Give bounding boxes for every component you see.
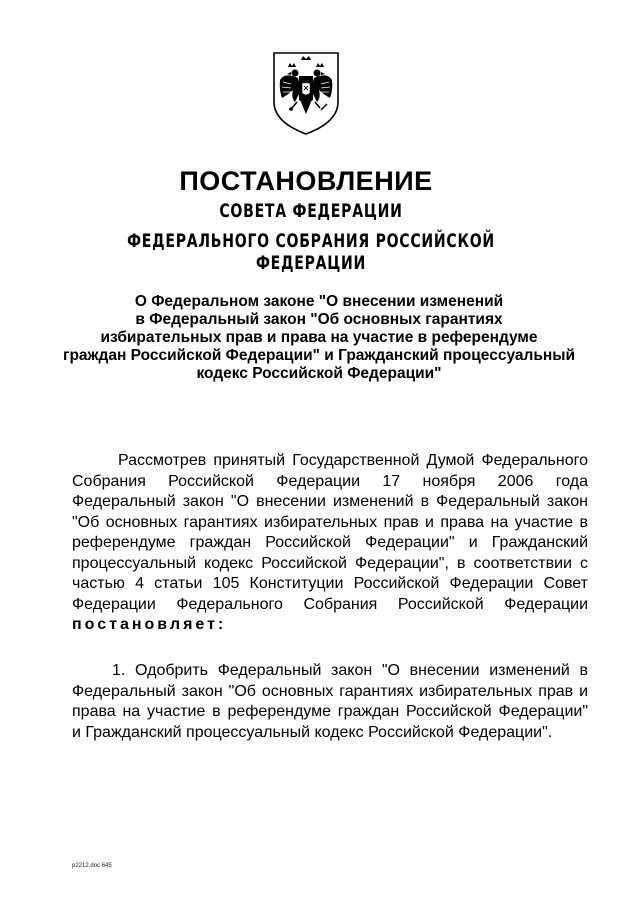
point-line: права на участие в референдуме граждан Российской Федерации" bbox=[72, 703, 588, 720]
subject-line: в Федеральный закон "Об основных гарантиях bbox=[135, 311, 503, 328]
preamble-line: процессуальный кодекс Российской Федерации", в соответствии с bbox=[72, 554, 588, 572]
point-1-paragraph bbox=[72, 661, 588, 743]
file-reference: p2212.doc 645 bbox=[72, 863, 112, 869]
subject-line: О Федеральном законе "О внесении изменений bbox=[134, 293, 504, 310]
preamble-line: частью 4 статьи 105 Конституции Российской Федерации Совет bbox=[72, 575, 588, 592]
issuer-line-1: СОВЕТА ФЕДЕРАЦИИ bbox=[219, 200, 403, 222]
double-headed-eagle-coat-of-arms-icon bbox=[271, 50, 341, 136]
preamble-line: Федерации Федерального Собрания Российской Федерации bbox=[72, 595, 588, 613]
preamble-line: референдуме граждан Российской Федерации" и Гражданский bbox=[72, 534, 588, 551]
point-line: и Гражданский процессуальный кодекс Российской Федерации". bbox=[72, 723, 553, 741]
preamble-line: Федеральный закон "О внесении изменений в Федеральный закон bbox=[72, 493, 588, 510]
subject-line: кодекс Российской Федерации" bbox=[196, 365, 442, 382]
point-line: Федеральный закон "Об основных гарантиях избирательных прав и bbox=[72, 682, 588, 700]
preamble-paragraph bbox=[72, 451, 588, 636]
point-line: 1. Одобрить Федеральный закон "О внесении изменений в bbox=[112, 662, 588, 679]
document-title: ПОСТАНОВЛЕНИЕ bbox=[179, 166, 433, 196]
preamble-line: Рассмотрев принятый Государственной Думой Федерального bbox=[118, 452, 588, 469]
preamble-line: "Об основных гарантиях избирательных прав и права на участие в bbox=[72, 513, 588, 531]
resolves-keyword: постановляет: bbox=[72, 616, 227, 633]
preamble-line: Собрания Российской Федерации 17 ноября 2006 года bbox=[72, 472, 588, 490]
document-subject bbox=[40, 293, 598, 383]
issuer-line-2: ФЕДЕРАЛЬНОГО СОБРАНИЯ РОССИЙСКОЙ ФЕДЕРАЦИИ bbox=[127, 230, 495, 274]
subject-line: граждан Российской Федерации" и Гражданский процессуальный bbox=[63, 347, 575, 364]
emblem bbox=[271, 50, 341, 136]
subject-line: избирательных прав и права на участие в референдуме bbox=[100, 329, 538, 346]
